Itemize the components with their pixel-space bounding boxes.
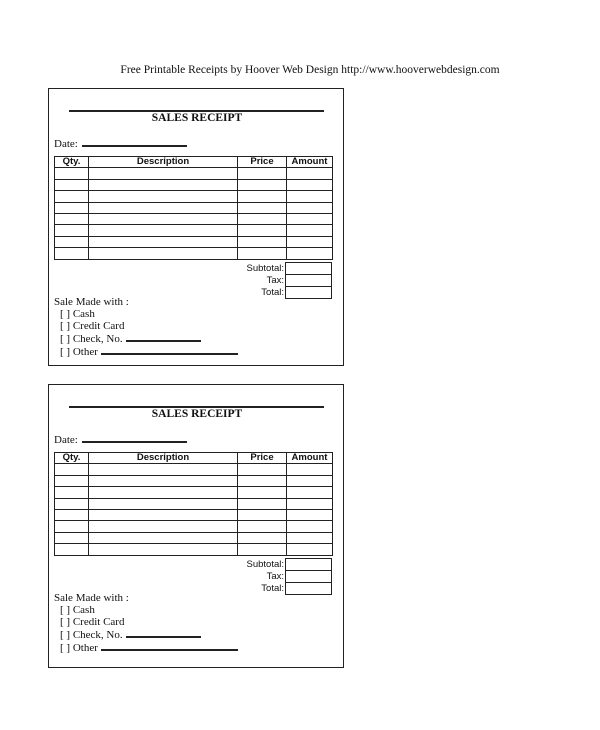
- table-cell[interactable]: [55, 498, 89, 509]
- column-header-description: Description: [89, 157, 238, 168]
- subtotal-field[interactable]: [286, 263, 332, 275]
- table-row: [55, 532, 333, 543]
- subtotal-row: [54, 263, 332, 275]
- table-cell[interactable]: [89, 464, 238, 475]
- table-row: [55, 168, 333, 179]
- table-cell[interactable]: [55, 179, 89, 190]
- option-credit-card[interactable]: [ ] Credit Card: [60, 616, 125, 628]
- sales-receipt-1: [48, 88, 344, 366]
- table-cell[interactable]: [89, 225, 238, 236]
- table-cell[interactable]: [238, 236, 287, 247]
- table-cell[interactable]: [55, 168, 89, 179]
- receipt-title: SALES RECEIPT: [151, 408, 243, 420]
- subtotal-row: [54, 559, 332, 571]
- receipt-title: SALES RECEIPT: [151, 112, 243, 124]
- table-cell[interactable]: [89, 498, 238, 509]
- table-cell[interactable]: [238, 509, 287, 520]
- table-cell[interactable]: [55, 521, 89, 532]
- table-cell[interactable]: [55, 202, 89, 213]
- column-header-price: Price: [238, 157, 287, 168]
- page-header: Free Printable Receipts by Hoover Web Design http://www.hooverwebdesign.com: [120, 64, 500, 76]
- table-cell[interactable]: [287, 464, 333, 475]
- table-cell[interactable]: [287, 498, 333, 509]
- table-cell[interactable]: [238, 544, 287, 555]
- table-cell[interactable]: [89, 532, 238, 543]
- items-table: [54, 156, 333, 260]
- table-cell[interactable]: [238, 248, 287, 259]
- table-cell[interactable]: [55, 225, 89, 236]
- subtotal-label: Subtotal:: [246, 263, 284, 274]
- date-label: Date:: [54, 434, 78, 446]
- table-row: [55, 248, 333, 259]
- table-cell[interactable]: [89, 236, 238, 247]
- option-check[interactable]: [54, 332, 238, 345]
- column-header-qty: Qty.: [55, 157, 89, 168]
- subtotal-field[interactable]: [286, 559, 332, 571]
- option-other-label: [ ] Other: [60, 642, 98, 654]
- table-row: [55, 475, 333, 486]
- table-cell[interactable]: [89, 509, 238, 520]
- column-header-amount: Amount: [287, 157, 333, 168]
- table-cell[interactable]: [287, 179, 333, 190]
- table-cell[interactable]: [238, 464, 287, 475]
- table-cell[interactable]: [55, 236, 89, 247]
- table-row: [55, 464, 333, 475]
- date-row: [54, 137, 187, 150]
- table-row: [55, 236, 333, 247]
- tax-field[interactable]: [286, 571, 332, 583]
- table-row: [55, 179, 333, 190]
- check-number-field[interactable]: [126, 332, 201, 342]
- table-cell[interactable]: [89, 475, 238, 486]
- table-cell[interactable]: [55, 487, 89, 498]
- table-cell[interactable]: [89, 168, 238, 179]
- tax-field[interactable]: [286, 275, 332, 287]
- tax-label: Tax:: [266, 275, 284, 286]
- date-field[interactable]: [82, 137, 187, 147]
- total-field[interactable]: [286, 583, 332, 595]
- date-label: Date:: [54, 138, 78, 150]
- table-header-row: [55, 157, 333, 168]
- column-header-qty: Qty.: [55, 453, 89, 464]
- table-cell[interactable]: [287, 168, 333, 179]
- totals-table: [54, 262, 332, 299]
- total-label: Total:: [261, 287, 284, 298]
- table-cell[interactable]: [287, 225, 333, 236]
- sale-made-with-label: Sale Made with :: [54, 592, 129, 604]
- table-cell[interactable]: [238, 225, 287, 236]
- tax-row: [54, 275, 332, 287]
- column-header-description: Description: [89, 453, 238, 464]
- table-cell[interactable]: [55, 213, 89, 224]
- table-cell[interactable]: [287, 213, 333, 224]
- column-header-amount: Amount: [287, 453, 333, 464]
- table-cell[interactable]: [55, 464, 89, 475]
- table-row: [55, 213, 333, 224]
- payment-section: [54, 296, 238, 358]
- option-cash[interactable]: [ ] Cash: [60, 604, 95, 616]
- total-label: Total:: [261, 583, 284, 594]
- table-row: [55, 202, 333, 213]
- table-cell[interactable]: [238, 202, 287, 213]
- table-cell[interactable]: [55, 475, 89, 486]
- table-cell[interactable]: [55, 191, 89, 202]
- table-cell[interactable]: [287, 509, 333, 520]
- table-cell[interactable]: [89, 521, 238, 532]
- table-cell[interactable]: [238, 532, 287, 543]
- option-check-label: [ ] Check, No.: [60, 333, 123, 345]
- table-cell[interactable]: [55, 532, 89, 543]
- table-cell[interactable]: [238, 487, 287, 498]
- table-cell[interactable]: [89, 487, 238, 498]
- table-row: [55, 487, 333, 498]
- sale-made-with-label: Sale Made with :: [54, 296, 129, 308]
- sales-receipt-2: [48, 384, 344, 668]
- table-row: [55, 521, 333, 532]
- date-row: [54, 433, 187, 446]
- total-field[interactable]: [286, 287, 332, 299]
- option-cash[interactable]: [ ] Cash: [60, 308, 95, 320]
- table-cell[interactable]: [89, 213, 238, 224]
- table-cell[interactable]: [287, 191, 333, 202]
- table-cell[interactable]: [89, 179, 238, 190]
- table-row: [55, 498, 333, 509]
- table-cell[interactable]: [89, 191, 238, 202]
- table-cell[interactable]: [238, 521, 287, 532]
- other-field[interactable]: [101, 345, 238, 355]
- table-cell[interactable]: [287, 532, 333, 543]
- table-cell[interactable]: [55, 248, 89, 259]
- table-cell[interactable]: [238, 475, 287, 486]
- table-cell[interactable]: [55, 509, 89, 520]
- table-cell[interactable]: [287, 236, 333, 247]
- table-cell[interactable]: [287, 521, 333, 532]
- tax-label: Tax:: [266, 571, 284, 582]
- totals-table: [54, 558, 332, 595]
- other-field[interactable]: [101, 641, 238, 651]
- table-row: [55, 509, 333, 520]
- table-cell[interactable]: [238, 168, 287, 179]
- table-cell[interactable]: [287, 248, 333, 259]
- items-table: [54, 452, 333, 556]
- table-cell[interactable]: [238, 191, 287, 202]
- table-cell[interactable]: [287, 202, 333, 213]
- table-cell[interactable]: [89, 248, 238, 259]
- table-cell[interactable]: [55, 544, 89, 555]
- option-check-label: [ ] Check, No.: [60, 629, 123, 641]
- table-row: [55, 544, 333, 555]
- table-row: [55, 191, 333, 202]
- tax-row: [54, 571, 332, 583]
- table-cell[interactable]: [287, 475, 333, 486]
- option-other[interactable]: [54, 641, 238, 654]
- column-header-price: Price: [238, 453, 287, 464]
- table-cell[interactable]: [89, 202, 238, 213]
- payment-section: [54, 592, 238, 654]
- table-row: [55, 225, 333, 236]
- option-other[interactable]: [54, 345, 238, 358]
- table-header-row: [55, 453, 333, 464]
- table-cell[interactable]: [238, 498, 287, 509]
- subtotal-label: Subtotal:: [246, 559, 284, 570]
- table-cell[interactable]: [287, 544, 333, 555]
- check-number-field[interactable]: [126, 628, 201, 638]
- table-cell[interactable]: [287, 487, 333, 498]
- option-check[interactable]: [54, 628, 238, 641]
- option-credit-card[interactable]: [ ] Credit Card: [60, 320, 125, 332]
- table-cell[interactable]: [238, 213, 287, 224]
- option-other-label: [ ] Other: [60, 346, 98, 358]
- table-cell[interactable]: [238, 179, 287, 190]
- table-cell[interactable]: [89, 544, 238, 555]
- date-field[interactable]: [82, 433, 187, 443]
